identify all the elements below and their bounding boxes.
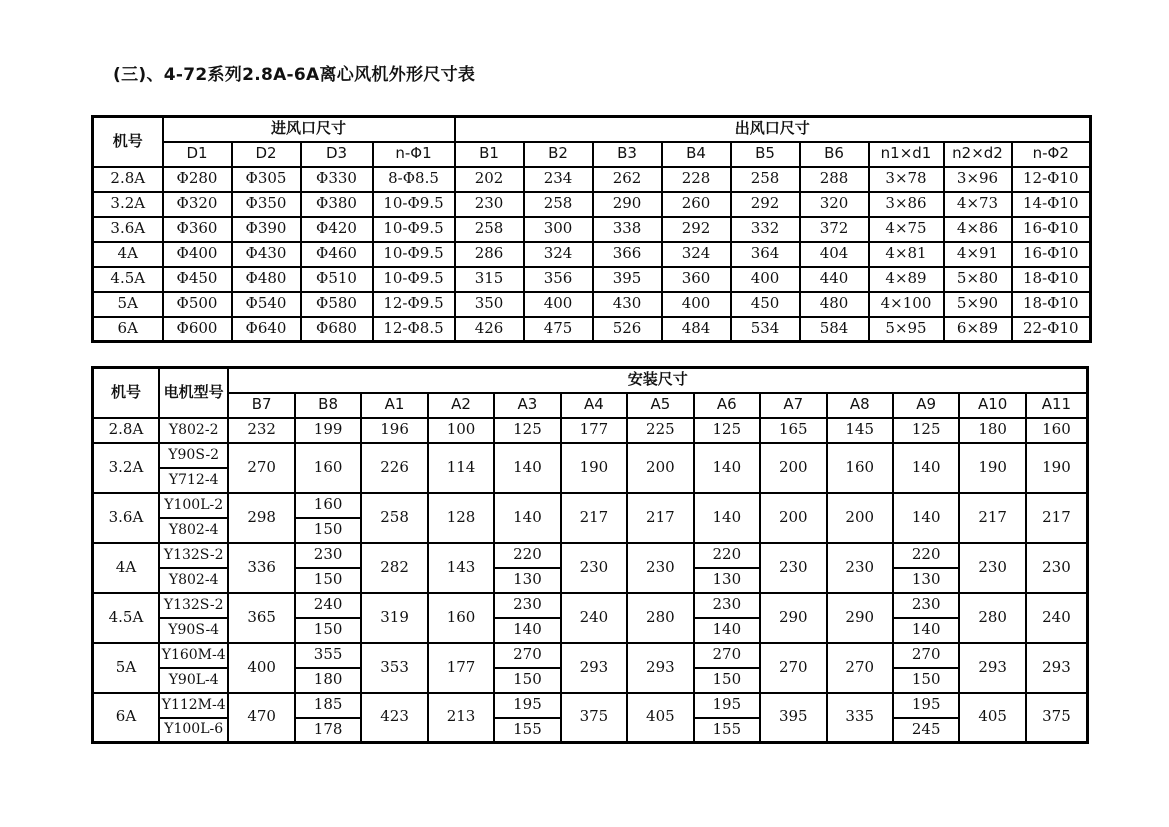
table-cell: 3.2A (93, 192, 163, 217)
table-cell: 290 (827, 593, 893, 643)
column-header: B2 (524, 142, 593, 167)
table-cell: 4×81 (869, 242, 944, 267)
table-cell: 404 (800, 242, 869, 267)
table-cell: 395 (593, 267, 662, 292)
inlet-size-header: 进风口尺寸 (163, 117, 455, 142)
table-cell: 270 (494, 643, 560, 668)
table-cell: 366 (593, 242, 662, 267)
column-header: B6 (800, 142, 869, 167)
table-cell: 258 (455, 217, 524, 242)
table-cell: 258 (731, 167, 800, 192)
table-cell: 353 (361, 643, 427, 693)
table-cell: 480 (800, 292, 869, 317)
table-cell: 140 (494, 443, 560, 493)
table-header-row (93, 117, 1091, 142)
table-cell: 114 (428, 443, 494, 493)
column-header-row (93, 393, 1088, 418)
column-header: A7 (760, 393, 826, 418)
table-cell: 202 (455, 167, 524, 192)
table-cell: 150 (295, 618, 361, 643)
model-header: 机号 (93, 368, 159, 418)
table-cell: 16-Φ10 (1012, 242, 1091, 267)
table-cell: 4×100 (869, 292, 944, 317)
table-cell: 220 (694, 543, 760, 568)
table-cell: 130 (893, 568, 959, 593)
model-cell: 2.8A (93, 418, 159, 443)
table-cell: 6×89 (944, 317, 1012, 342)
column-header: A8 (827, 393, 893, 418)
table-cell: 292 (662, 217, 731, 242)
table-cell: 220 (494, 543, 560, 568)
column-header: n-Φ1 (373, 142, 455, 167)
table-cell: 180 (959, 418, 1025, 443)
table-cell: 160 (428, 593, 494, 643)
table-cell: 14-Φ10 (1012, 192, 1091, 217)
table-cell: 10-Φ9.5 (373, 267, 455, 292)
table-cell: Φ480 (232, 267, 301, 292)
table-cell: 324 (524, 242, 593, 267)
table-cell: 4×89 (869, 267, 944, 292)
table-cell: 200 (627, 443, 693, 493)
table-cell: 232 (228, 418, 294, 443)
table-cell: 196 (361, 418, 427, 443)
table-cell: 177 (561, 418, 627, 443)
table-cell: 217 (561, 493, 627, 543)
model-cell: 3.6A (93, 493, 159, 543)
table-cell: 140 (694, 618, 760, 643)
table-cell: 262 (593, 167, 662, 192)
table-cell: 320 (800, 192, 869, 217)
table-cell: 240 (1026, 593, 1088, 643)
table-cell: 165 (760, 418, 826, 443)
table-cell: 22-Φ10 (1012, 317, 1091, 342)
table-cell: 475 (524, 317, 593, 342)
table-cell: 200 (760, 443, 826, 493)
table-cell: 217 (1026, 493, 1088, 543)
table-cell: 150 (694, 668, 760, 693)
table-cell: 355 (295, 643, 361, 668)
table-cell: 200 (827, 493, 893, 543)
table-cell: Φ510 (301, 267, 373, 292)
table-cell: 10-Φ9.5 (373, 242, 455, 267)
table-cell: 280 (959, 593, 1025, 643)
column-header: A2 (428, 393, 494, 418)
table-cell: 280 (627, 593, 693, 643)
table-cell: 300 (524, 217, 593, 242)
table-cell: Φ360 (163, 217, 232, 242)
table-cell: 230 (627, 543, 693, 593)
table-cell: 230 (455, 192, 524, 217)
table-header-row (93, 368, 1088, 393)
column-header: B7 (228, 393, 294, 418)
table-cell: 230 (893, 593, 959, 618)
table-cell: 217 (959, 493, 1025, 543)
table-cell: 440 (800, 267, 869, 292)
model-cell: 6A (93, 693, 159, 743)
table-cell: 230 (959, 543, 1025, 593)
table-cell: 400 (662, 292, 731, 317)
table-cell: 319 (361, 593, 427, 643)
table-cell: 292 (731, 192, 800, 217)
table-cell: 6A (93, 317, 163, 342)
motor-model-cell: Y100L-2 (159, 493, 228, 518)
table-cell: Φ640 (232, 317, 301, 342)
table-cell: 16-Φ10 (1012, 217, 1091, 242)
column-header: A10 (959, 393, 1025, 418)
install-size-header: 安装尺寸 (228, 368, 1087, 393)
table-cell: 230 (694, 593, 760, 618)
table-cell: Φ500 (163, 292, 232, 317)
table-cell: 372 (800, 217, 869, 242)
column-header: A4 (561, 393, 627, 418)
table-cell: 226 (361, 443, 427, 493)
table-cell: 240 (295, 593, 361, 618)
table-cell: 4×91 (944, 242, 1012, 267)
motor-model-cell: Y90S-2 (159, 443, 228, 468)
table-cell: 270 (760, 643, 826, 693)
table-cell: Φ430 (232, 242, 301, 267)
table-row (93, 443, 1088, 468)
column-header: A9 (893, 393, 959, 418)
table-cell: 260 (662, 192, 731, 217)
table-cell: 140 (694, 443, 760, 493)
table-row (93, 593, 1088, 618)
model-header: 机号 (93, 117, 163, 167)
table-cell: 125 (893, 418, 959, 443)
table-cell: Φ320 (163, 192, 232, 217)
table-cell: 150 (893, 668, 959, 693)
table-cell: 155 (494, 718, 560, 743)
table-cell: 315 (455, 267, 524, 292)
table-cell: 230 (295, 543, 361, 568)
table-cell: 360 (662, 267, 731, 292)
table-cell: 426 (455, 317, 524, 342)
motor-model-header: 电机型号 (159, 368, 228, 418)
table-cell: 150 (494, 668, 560, 693)
motor-model-cell: Y132S-2 (159, 543, 228, 568)
table-cell: 4A (93, 242, 163, 267)
column-header: n2×d2 (944, 142, 1012, 167)
table-cell: 5×95 (869, 317, 944, 342)
table-cell: 356 (524, 267, 593, 292)
table-cell: 286 (455, 242, 524, 267)
table-cell: 395 (760, 693, 826, 743)
table-cell: Φ305 (232, 167, 301, 192)
table-cell: 190 (959, 443, 1025, 493)
table-cell: 293 (627, 643, 693, 693)
motor-model-cell: Y712-4 (159, 468, 228, 493)
table-cell: 3×86 (869, 192, 944, 217)
table-row (93, 543, 1088, 568)
table-cell: Φ580 (301, 292, 373, 317)
table-cell: 2.8A (93, 167, 163, 192)
table-cell: 140 (494, 493, 560, 543)
table-cell: 143 (428, 543, 494, 593)
table-cell: 230 (561, 543, 627, 593)
column-header: B1 (455, 142, 524, 167)
outlet-size-header: 出风口尺寸 (455, 117, 1091, 142)
table-cell: 4×75 (869, 217, 944, 242)
table-cell: 5×80 (944, 267, 1012, 292)
table-cell: 332 (731, 217, 800, 242)
table-cell: Φ330 (301, 167, 373, 192)
table-cell: 375 (1026, 693, 1088, 743)
table-cell: 228 (662, 167, 731, 192)
table-cell: 484 (662, 317, 731, 342)
table-row (93, 693, 1088, 718)
table-cell: 140 (893, 618, 959, 643)
table-cell: 160 (827, 443, 893, 493)
table-cell: 140 (893, 443, 959, 493)
table-row (93, 317, 1091, 342)
table-row (93, 292, 1091, 317)
table-row (93, 217, 1091, 242)
table-cell: 230 (827, 543, 893, 593)
table-cell: 185 (295, 693, 361, 718)
table-cell: 177 (428, 643, 494, 693)
table-cell: Φ540 (232, 292, 301, 317)
table-cell: 3×78 (869, 167, 944, 192)
table-cell: 140 (893, 493, 959, 543)
table-cell: 195 (893, 693, 959, 718)
column-header: B5 (731, 142, 800, 167)
table-cell: 234 (524, 167, 593, 192)
table-cell: 245 (893, 718, 959, 743)
table-cell: 258 (524, 192, 593, 217)
table-cell: Φ350 (232, 192, 301, 217)
table-cell: 270 (893, 643, 959, 668)
table-cell: 258 (361, 493, 427, 543)
table-cell: 584 (800, 317, 869, 342)
table-cell: 18-Φ10 (1012, 292, 1091, 317)
table-cell: Φ460 (301, 242, 373, 267)
motor-model-cell: Y802-4 (159, 518, 228, 543)
table-cell: 4.5A (93, 267, 163, 292)
table-cell: 400 (524, 292, 593, 317)
table-cell: 400 (731, 267, 800, 292)
table-cell: 145 (827, 418, 893, 443)
table-cell: 470 (228, 693, 294, 743)
column-header: A6 (694, 393, 760, 418)
table-cell: 288 (800, 167, 869, 192)
table-cell: 190 (561, 443, 627, 493)
column-header: D3 (301, 142, 373, 167)
table-cell: Φ400 (163, 242, 232, 267)
column-header: B8 (295, 393, 361, 418)
table-cell: 125 (694, 418, 760, 443)
table-cell: 160 (295, 443, 361, 493)
table-row (93, 192, 1091, 217)
table-cell: 160 (295, 493, 361, 518)
table-cell: Φ420 (301, 217, 373, 242)
table-cell: 365 (228, 593, 294, 643)
table-cell: 18-Φ10 (1012, 267, 1091, 292)
table-row (93, 267, 1091, 292)
table-cell: 199 (295, 418, 361, 443)
table-cell: 405 (959, 693, 1025, 743)
page-title: (三)、4-72系列2.8A-6A离心风机外形尺寸表 (113, 65, 476, 85)
fan-dimension-table (91, 115, 1092, 343)
table-cell: 4×86 (944, 217, 1012, 242)
table-cell: 220 (893, 543, 959, 568)
table-cell: 100 (428, 418, 494, 443)
table-cell: 178 (295, 718, 361, 743)
table-cell: 230 (760, 543, 826, 593)
column-header: A5 (627, 393, 693, 418)
column-header: B4 (662, 142, 731, 167)
table-cell: 180 (295, 668, 361, 693)
table-cell: 10-Φ9.5 (373, 192, 455, 217)
table-cell: Φ680 (301, 317, 373, 342)
motor-model-cell: Y132S-2 (159, 593, 228, 618)
motor-model-cell: Y100L-6 (159, 718, 228, 743)
column-header: A3 (494, 393, 560, 418)
column-header-row (93, 142, 1091, 167)
table-cell: 270 (694, 643, 760, 668)
table-row (93, 493, 1088, 518)
table-cell: 423 (361, 693, 427, 743)
table-cell: 125 (494, 418, 560, 443)
table-cell: 534 (731, 317, 800, 342)
model-cell: 4.5A (93, 593, 159, 643)
table-cell: 12-Φ10 (1012, 167, 1091, 192)
table-cell: 270 (827, 643, 893, 693)
table-cell: 8-Φ8.5 (373, 167, 455, 192)
table-cell: Φ280 (163, 167, 232, 192)
table-row (93, 418, 1088, 443)
column-header: D1 (163, 142, 232, 167)
table-cell: 526 (593, 317, 662, 342)
column-header: n1×d1 (869, 142, 944, 167)
motor-model-cell: Y802-4 (159, 568, 228, 593)
column-header: n-Φ2 (1012, 142, 1091, 167)
table-row (93, 643, 1088, 668)
table-cell: 3.6A (93, 217, 163, 242)
column-header: D2 (232, 142, 301, 167)
column-header: B3 (593, 142, 662, 167)
motor-model-cell: Y90S-4 (159, 618, 228, 643)
table-cell: 195 (494, 693, 560, 718)
table-row (93, 242, 1091, 267)
table-cell: Φ390 (232, 217, 301, 242)
table-cell: 150 (295, 518, 361, 543)
table-cell: 213 (428, 693, 494, 743)
table-cell: 217 (627, 493, 693, 543)
table-cell: 338 (593, 217, 662, 242)
model-cell: 5A (93, 643, 159, 693)
table-cell: 290 (593, 192, 662, 217)
table-cell: 140 (694, 493, 760, 543)
table-cell: 225 (627, 418, 693, 443)
table-cell: 195 (694, 693, 760, 718)
table-cell: 140 (494, 618, 560, 643)
motor-model-cell: Y160M-4 (159, 643, 228, 668)
table-cell: 298 (228, 493, 294, 543)
table-cell: 5×90 (944, 292, 1012, 317)
table-cell: 200 (760, 493, 826, 543)
table-cell: 335 (827, 693, 893, 743)
table-cell: 430 (593, 292, 662, 317)
table-cell: Φ380 (301, 192, 373, 217)
model-cell: 4A (93, 543, 159, 593)
model-cell: 3.2A (93, 443, 159, 493)
table-cell: 364 (731, 242, 800, 267)
table-cell: 130 (694, 568, 760, 593)
table-cell: 190 (1026, 443, 1088, 493)
installation-dimension-table (91, 366, 1089, 744)
table-cell: 10-Φ9.5 (373, 217, 455, 242)
table-cell: 290 (760, 593, 826, 643)
table-cell: 293 (959, 643, 1025, 693)
table-cell: 150 (295, 568, 361, 593)
table-cell: 12-Φ9.5 (373, 292, 455, 317)
table-cell: 270 (228, 443, 294, 493)
table-cell: 375 (561, 693, 627, 743)
table-cell: 12-Φ8.5 (373, 317, 455, 342)
table-cell: 155 (694, 718, 760, 743)
column-header: A1 (361, 393, 427, 418)
table-cell: 230 (494, 593, 560, 618)
table-cell: 350 (455, 292, 524, 317)
table-cell: 4×73 (944, 192, 1012, 217)
table-cell: 240 (561, 593, 627, 643)
table-cell: 336 (228, 543, 294, 593)
table-cell: 128 (428, 493, 494, 543)
motor-model-cell: Y802-2 (159, 418, 228, 443)
table-cell: 160 (1026, 418, 1088, 443)
table-cell: 293 (1026, 643, 1088, 693)
table-cell: 3×96 (944, 167, 1012, 192)
motor-model-cell: Y90L-4 (159, 668, 228, 693)
table-cell: 324 (662, 242, 731, 267)
table-cell: 405 (627, 693, 693, 743)
table-cell: 293 (561, 643, 627, 693)
table-cell: Φ450 (163, 267, 232, 292)
table-cell: Φ600 (163, 317, 232, 342)
motor-model-cell: Y112M-4 (159, 693, 228, 718)
table-cell: 230 (1026, 543, 1088, 593)
table-cell: 282 (361, 543, 427, 593)
table-cell: 400 (228, 643, 294, 693)
table-cell: 130 (494, 568, 560, 593)
table-cell: 5A (93, 292, 163, 317)
column-header: A11 (1026, 393, 1088, 418)
table-cell: 450 (731, 292, 800, 317)
table-row (93, 167, 1091, 192)
